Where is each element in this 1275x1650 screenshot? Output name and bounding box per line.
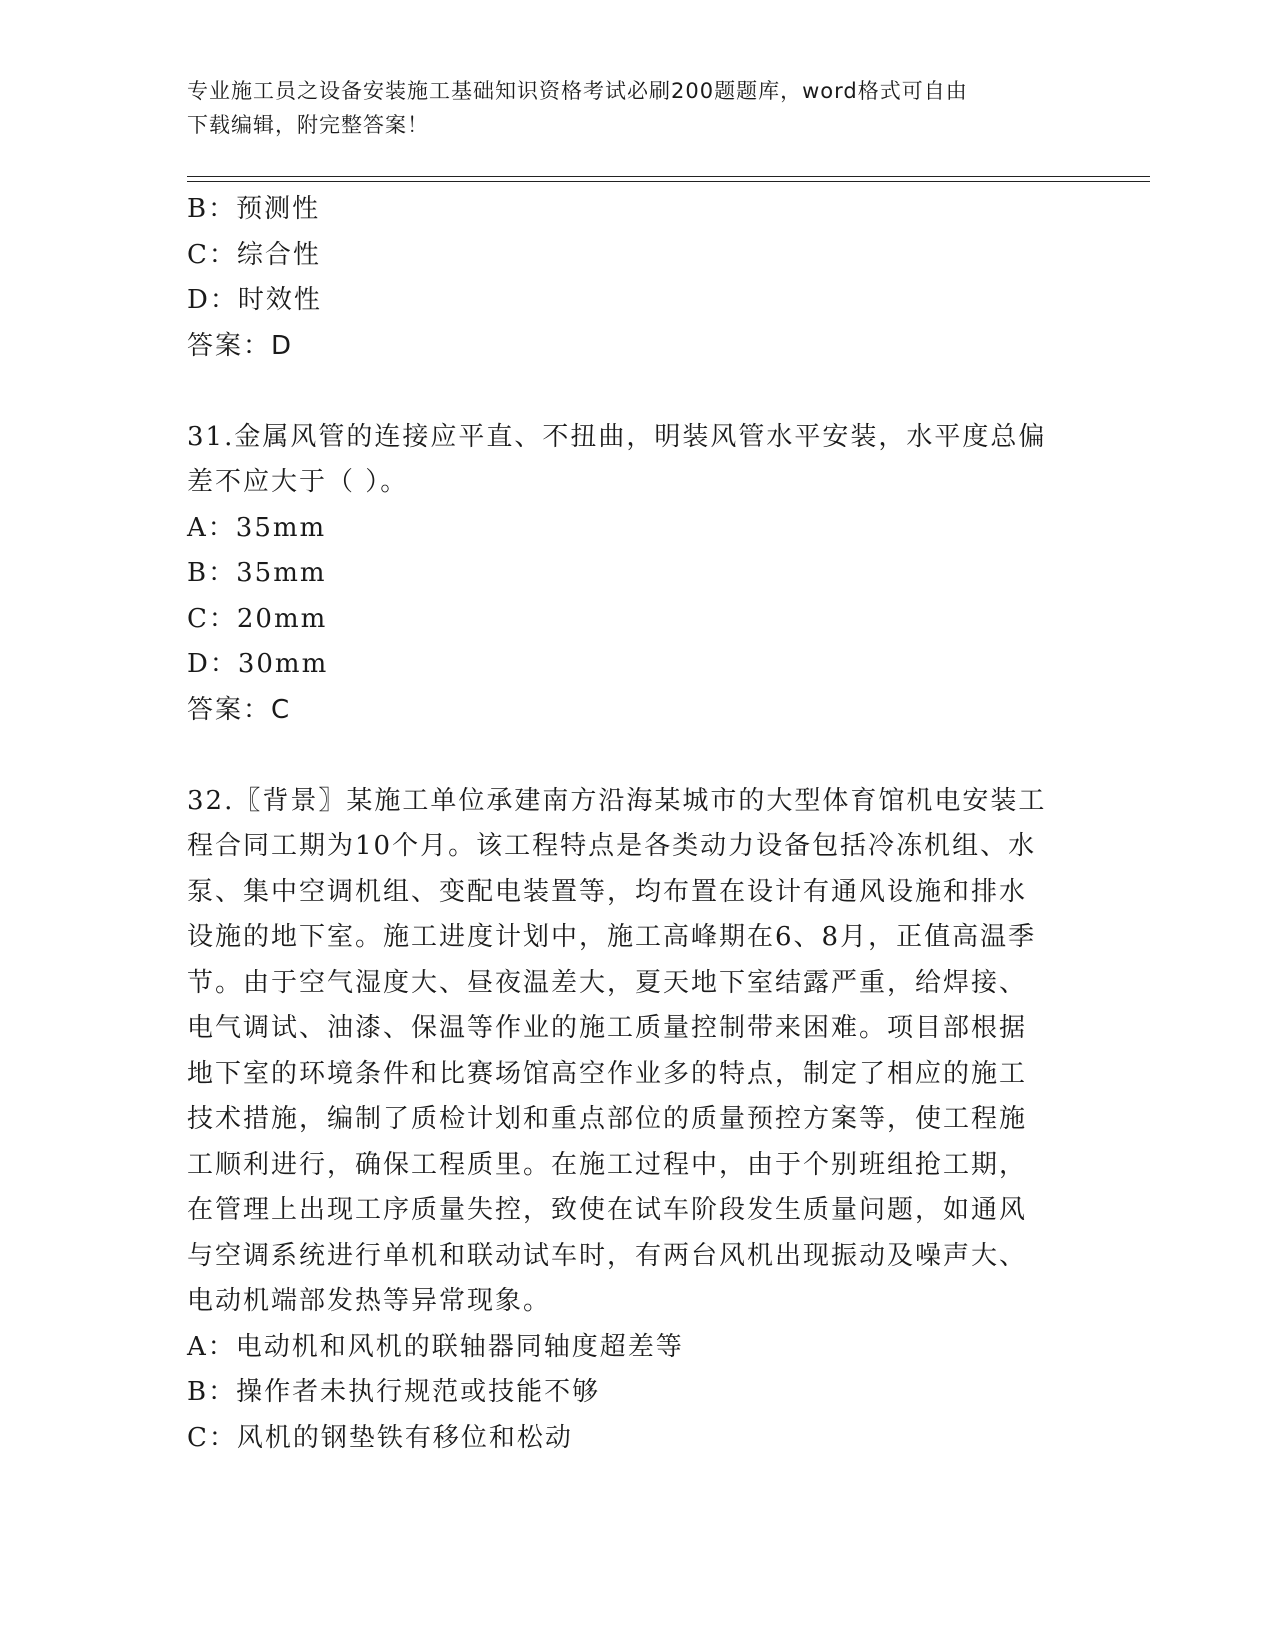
question-stem-line: 技术措施，编制了质检计划和重点部位的质量预控方案等，使工程施 bbox=[187, 1104, 1028, 1134]
question-stem-line: 程合同工期为10个月。该工程特点是各类动力设备包括冷冻机组、水 bbox=[187, 831, 1037, 861]
header-line: 专业施工员之设备安装施工基础知识资格考试必刷200题题库，word格式可自由 bbox=[187, 79, 968, 103]
question-stem-line: 32.〖背景〗某施工单位承建南方沿海某城市的大型体育馆机电安装工 bbox=[187, 785, 1047, 816]
option-c: C：综合性 bbox=[187, 239, 321, 270]
question-30-tail bbox=[187, 187, 1067, 369]
answer: 答案：D bbox=[187, 330, 294, 361]
header-line: 下载编辑，附完整答案！ bbox=[187, 113, 429, 137]
option-b: B：操作者未执行规范或技能不够 bbox=[187, 1377, 601, 1407]
question-stem-line: 差不应大于（ ）。 bbox=[187, 467, 409, 497]
question-stem-line: 电气调试、油漆、保温等作业的施工质量控制带来困难。项目部根据 bbox=[187, 1013, 1028, 1043]
option-c: C：风机的钢垫铁有移位和松动 bbox=[187, 1422, 573, 1453]
answer: 答案：C bbox=[187, 694, 292, 725]
spacer bbox=[187, 733, 1067, 779]
document-header bbox=[187, 74, 1067, 142]
question-stem-line: 节。由于空气湿度大、昼夜温差大，夏天地下室结露严重，给焊接、 bbox=[187, 967, 1028, 998]
question-stem-line: 与空调系统进行单机和联动试车时，有两台风机出现振动及噪声大、 bbox=[187, 1240, 1028, 1271]
question-stem-line: 电动机端部发热等异常现象。 bbox=[187, 1286, 552, 1316]
option-d: D：时效性 bbox=[187, 285, 322, 315]
header-rule bbox=[187, 176, 1150, 177]
question-stem-line: 31.金属风管的连接应平直、不扭曲，明装风管水平安装，水平度总偏 bbox=[187, 421, 1047, 452]
question-31 bbox=[187, 415, 1067, 734]
option-b: B：预测性 bbox=[187, 194, 321, 224]
option-b: B：35mm bbox=[187, 558, 327, 588]
option-d: D：30mm bbox=[187, 649, 329, 679]
question-stem-line: 泵、集中空调机组、变配电装置等，均布置在设计有通风设施和排水 bbox=[187, 876, 1028, 907]
option-c: C：20mm bbox=[187, 603, 328, 634]
option-a: A：电动机和风机的联轴器同轴度超差等 bbox=[187, 1331, 684, 1362]
header-rule bbox=[187, 181, 1150, 182]
question-stem-line: 在管理上出现工序质量失控，致使在试车阶段发生质量问题，如通风 bbox=[187, 1195, 1028, 1225]
option-a: A：35mm bbox=[187, 512, 327, 543]
spacer bbox=[187, 369, 1067, 415]
question-32 bbox=[187, 779, 1067, 1462]
question-stem-line: 设施的地下室。施工进度计划中，施工高峰期在6、8月，正值高温季 bbox=[187, 922, 1037, 952]
question-stem-line: 地下室的环境条件和比赛场馆高空作业多的特点，制定了相应的施工 bbox=[187, 1058, 1028, 1089]
document-body bbox=[187, 187, 1067, 1461]
question-stem-line: 工顺利进行，确保工程质里。在施工过程中，由于个别班组抢工期， bbox=[187, 1149, 1028, 1180]
